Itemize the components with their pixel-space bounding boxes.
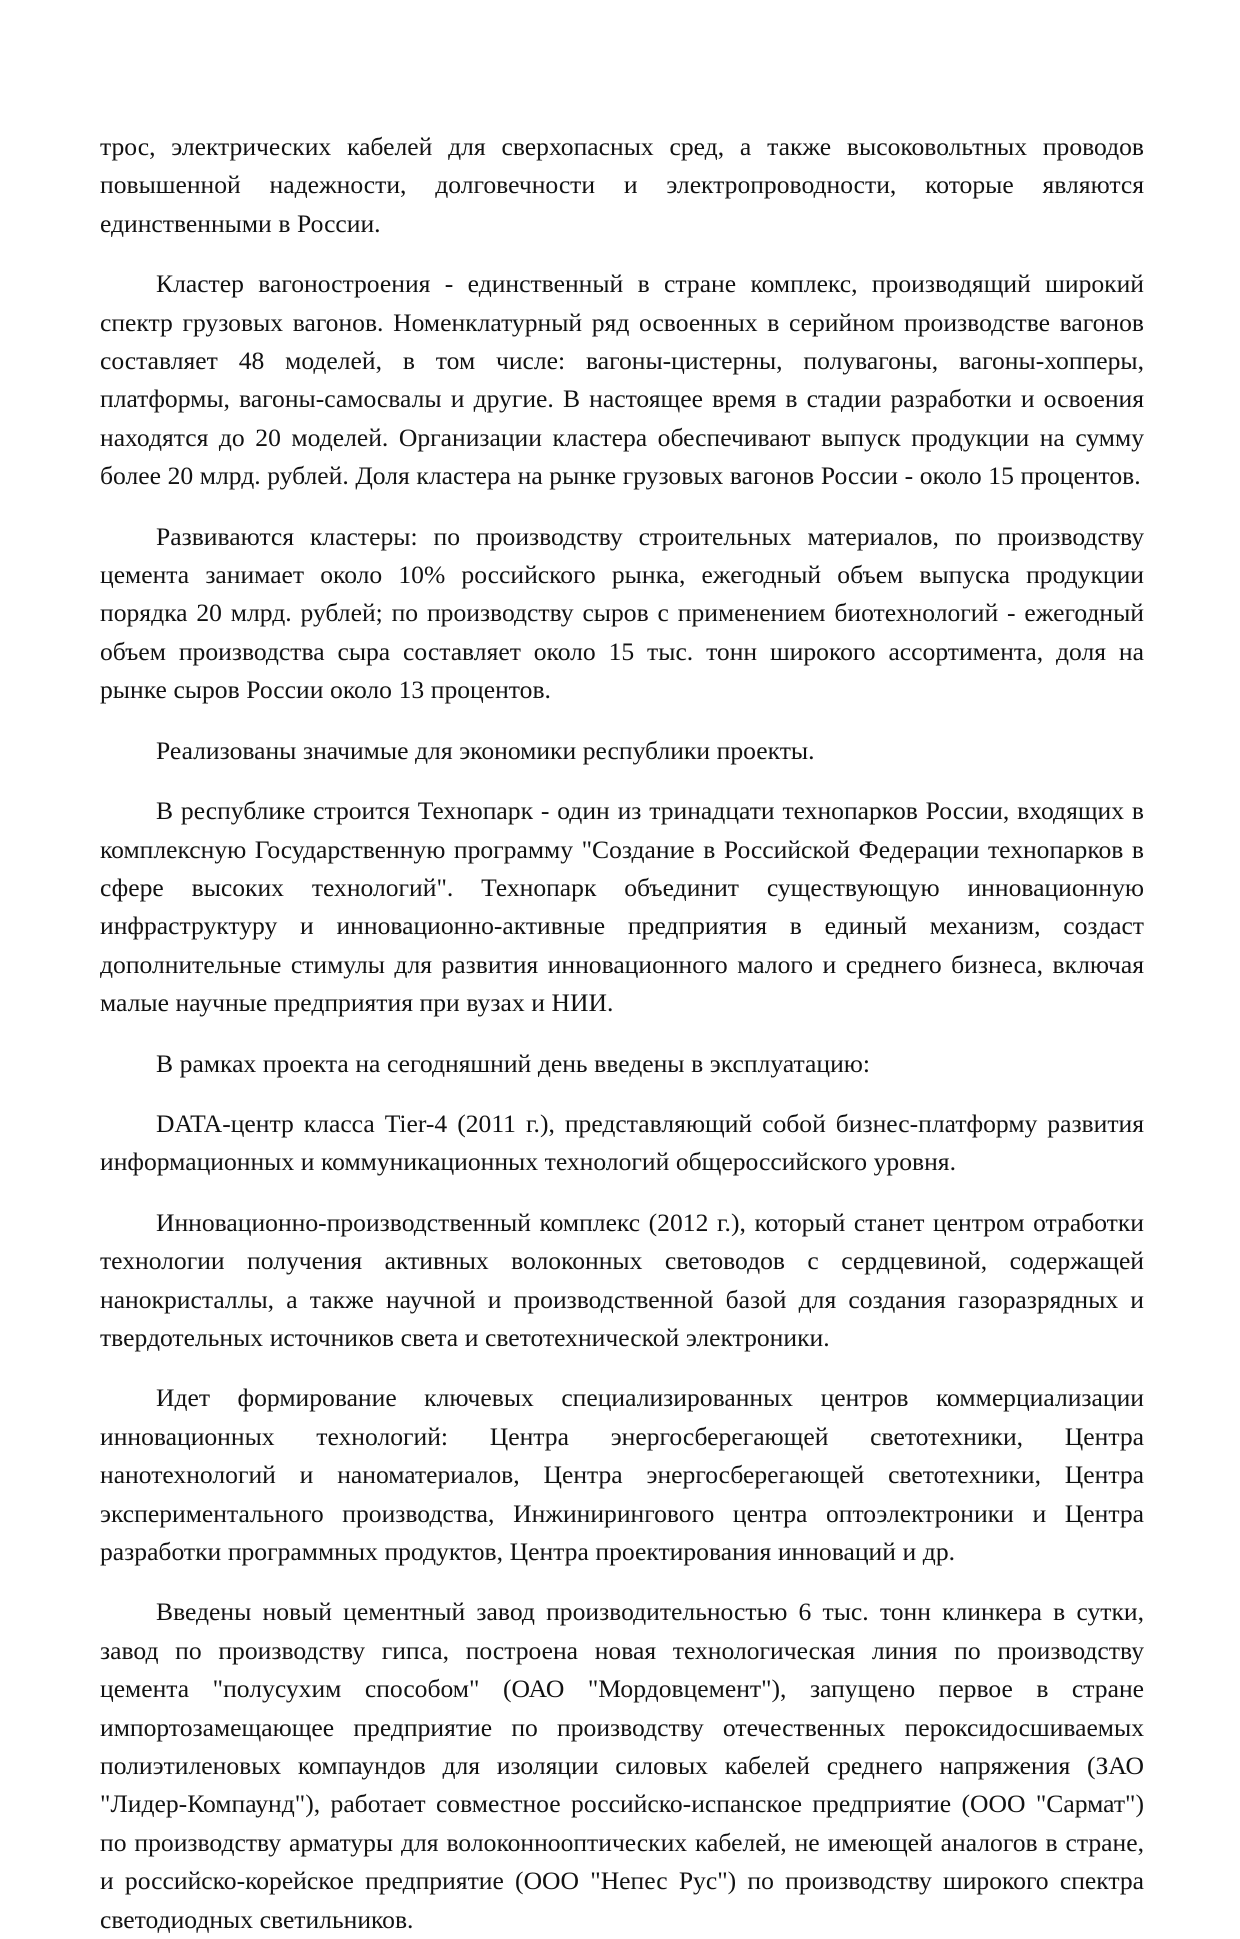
paragraph-continuation-cable: трос, электрических кабелей для сверхопасных сред, а также высоковольтных проводов повышенной надежности, долговечности и электропроводности, которые являются единственными в России. — [100, 132, 1144, 238]
paragraph-technopark: В республике строится Технопарк - один из тринадцати технопарков России, входящих в комплексную Государственную программу "Создание в Российской Федерации технопарков в сфере высоких технологий". Технопарк объединит существующую инновационную инфраструктуру и инновационно-активные предприятия в единый механизм, создаст дополнительные стимулы для развития инновационного малого и среднего бизнеса, включая малые научные предприятия при вузах и НИИ. — [100, 796, 1144, 1018]
paragraph-wagon-cluster: Кластер вагоностроения - единственный в стране комплекс, производящий широкий спектр грузовых вагонов. Номенклатурный ряд освоенных в серийном производстве вагонов составляет 48 моделей, в том числе: вагоны-цистерны, полувагоны, вагоны-хопперы, платформы, вагоны-самосвалы и другие. В настоящее время в стадии разработки и освоения находятся до 20 моделей. Организации кластера обеспечивают выпуск продукции на сумму более 20 млрд. рублей. Доля кластера на рынке грузовых вагонов России - около 15 процентов. — [100, 269, 1144, 491]
document-body — [100, 128, 1144, 1939]
paragraph-project-scope: В рамках проекта на сегодняшний день введены в эксплуатацию: — [156, 1048, 871, 1078]
paragraph-commercialization-centers: Идет формирование ключевых специализированных центров коммерциализации инновационных технологий: Центра энергосберегающей светотехники, Центра нанотехнологий и наноматериалов, Центра энергосберегающей светотехники, Центра экспериментального производства, Инжинирингового центра оптоэлектроники и Центра разработки программных продуктов, Центра проектирования инноваций и др. — [100, 1383, 1144, 1566]
paragraph-projects-realized: Реализованы значимые для экономики республики проекты. — [156, 735, 815, 765]
paragraph-cement-plant: Введены новый цементный завод производительностью 6 тыс. тонн клинкера в сутки, завод по производству гипса, построена новая технологическая линия по производству цемента "полусухим способом" (ОАО "Мордовцемент"), запущено первое в стране импортозамещающее предприятие по производству отечественных пероксидосшиваемых полиэтиленовых компаундов для изоляции силовых кабелей среднего напряжения (ЗАО "Лидер-Компаунд"), работает совместное российско-испанское предприятие (ООО "Сармат") по производству арматуры для волоконнооптических кабелей, не имеющей аналогов в стране, и российско-корейское предприятие (ООО "Непес Рус") по производству широкого спектра светодиодных светильников. — [100, 1597, 1144, 1934]
paragraph-innovation-complex: Инновационно-производственный комплекс (2012 г.), который станет центром отработки технологии получения активных волоконных световодов с сердцевиной, содержащей нанокристаллы, а также научной и производственной базой для создания газоразрядных и твердотельных источников света и светотехнической электроники. — [100, 1207, 1144, 1352]
paragraph-developing-clusters: Развиваются кластеры: по производству строительных материалов, по производству цемента занимает около 10% российского рынка, ежегодный объем выпуска продукции порядка 20 млрд. рублей; по производству сыров с применением биотехнологий - ежегодный объем производства сыра составляет около 15 тыс. тонн широкого ассортимента, доля на рынке сыров России около 13 процентов. — [100, 521, 1144, 705]
paragraph-data-center: DATA-центр класса Tier-4 (2011 г.), представляющий собой бизнес-платформу развития информационных и коммуникационных технологий общероссийского уровня. — [100, 1108, 1144, 1177]
